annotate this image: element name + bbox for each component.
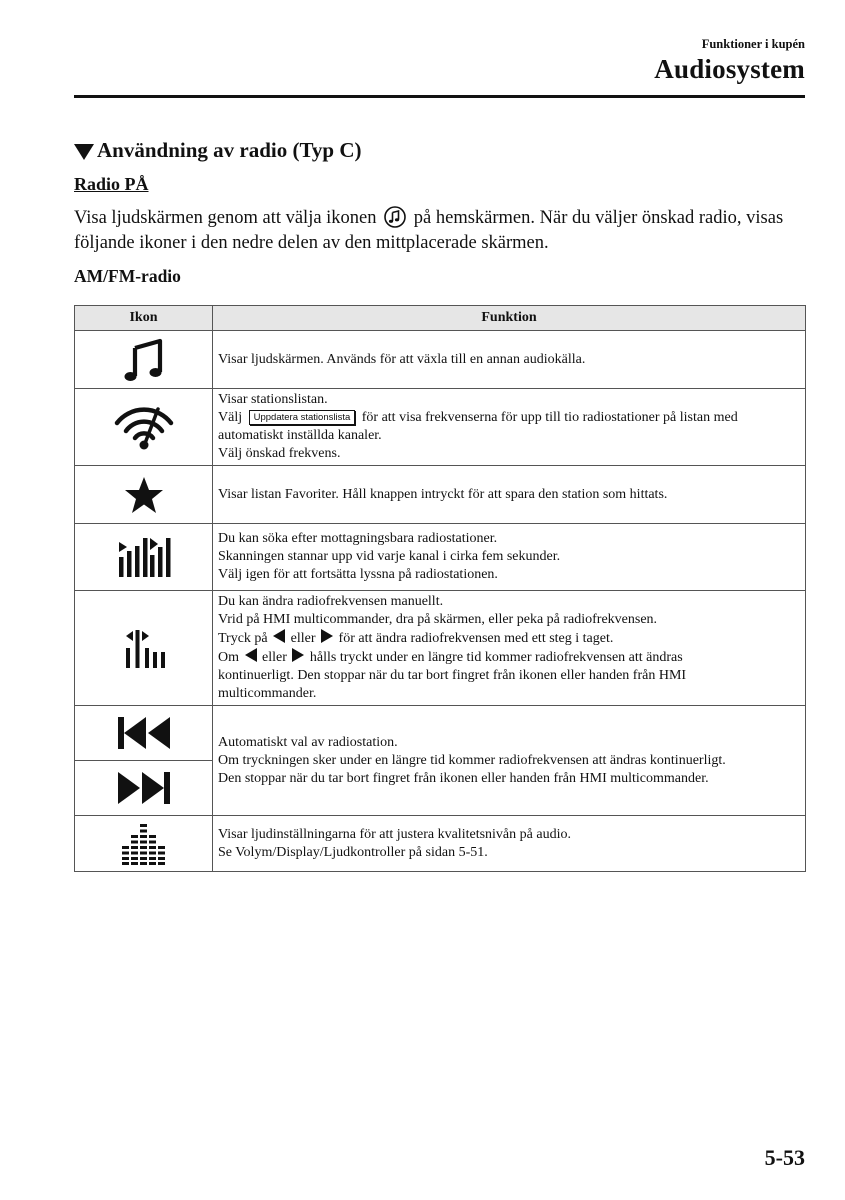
function-text bbox=[218, 629, 801, 648]
equalizer-icon bbox=[120, 823, 168, 865]
seek-back-icon bbox=[116, 715, 172, 751]
function-text bbox=[218, 409, 801, 427]
table-row bbox=[75, 816, 806, 872]
function-text-part: hålls tryckt under en längre tid kommer radiofrekvensen att ändras bbox=[309, 650, 683, 665]
page-number: 5-53 bbox=[764, 1145, 805, 1170]
function-text-part: eller bbox=[262, 650, 287, 665]
icon-cell bbox=[75, 331, 213, 389]
table-row bbox=[75, 389, 806, 466]
arrow-left-icon bbox=[245, 648, 257, 662]
seek-forward-icon bbox=[116, 770, 172, 806]
function-text: Välj önskad frekvens. bbox=[218, 446, 341, 461]
icon-cell bbox=[75, 389, 213, 466]
page-title: Audiosystem bbox=[654, 54, 805, 84]
header-divider bbox=[74, 95, 805, 98]
section-heading bbox=[74, 138, 362, 163]
function-cell bbox=[213, 816, 806, 872]
icon-cell bbox=[75, 466, 213, 524]
icon-cell bbox=[75, 816, 213, 872]
function-text: Skanningen stannar upp vid varje kanal i cirka fem sekunder. bbox=[218, 549, 561, 564]
table-row bbox=[75, 466, 806, 524]
function-text-part: för att ändra radiofrekvensen med ett steg i taget. bbox=[338, 631, 614, 646]
arrow-left-icon bbox=[273, 629, 285, 643]
arrow-right-icon bbox=[292, 648, 304, 662]
arrow-right-icon bbox=[321, 629, 333, 643]
function-text: Välj igen för att fortsätta lyssna på radiostationen. bbox=[218, 567, 498, 582]
function-text: Visar listan Favoriter. Håll knappen intryckt för att spara den station som hittats. bbox=[218, 486, 668, 502]
function-text-part: Tryck på bbox=[218, 631, 268, 646]
intro-text-after: på hemskärmen. När du väljer önskad radio, visas följande ikoner i den nedre delen av den mittplacerade skärmen. bbox=[74, 208, 784, 253]
function-text: Se Volym/Display/Ljudkontroller på sidan 5-51. bbox=[218, 844, 488, 860]
function-text: Visar ljudskärmen. Används för att växla till en annan audiokälla. bbox=[218, 351, 586, 367]
function-text: Den stoppar när du tar bort fingret från ikonen eller handen från HMI multicommander. bbox=[218, 770, 709, 786]
function-text: multicommander. bbox=[218, 686, 317, 701]
function-text: kontinuerligt. Den stoppar när du tar bort fingret från ikonen eller handen från HMI bbox=[218, 668, 687, 683]
function-text: Visar ljudinställningarna för att justera kvalitetsnivån på audio. bbox=[218, 826, 571, 842]
section-marker-icon bbox=[74, 144, 94, 160]
table-row bbox=[75, 706, 806, 761]
function-text: Om tryckningen sker under en längre tid kommer radiofrekvensen att ändras kontinuerligt. bbox=[218, 752, 726, 768]
function-text bbox=[218, 648, 801, 667]
function-text-part: Om bbox=[218, 650, 239, 665]
function-text-part: eller bbox=[290, 631, 316, 646]
update-station-list-button: Uppdatera stationslista bbox=[249, 410, 356, 425]
intro-paragraph bbox=[74, 206, 809, 256]
intro-text-before: Visa ljudskärmen genom att välja ikonen bbox=[74, 208, 377, 228]
function-text: Visar stationslistan. bbox=[218, 392, 328, 407]
function-table bbox=[74, 305, 806, 872]
table-row bbox=[75, 524, 806, 591]
star-icon bbox=[124, 475, 164, 515]
table-row bbox=[75, 331, 806, 389]
table-header-row bbox=[75, 306, 806, 331]
music-note-circle-icon bbox=[384, 206, 406, 228]
table-title: AM/FM-radio bbox=[74, 266, 181, 286]
icon-cell bbox=[75, 591, 213, 706]
function-cell bbox=[213, 706, 806, 816]
icon-cell bbox=[75, 761, 213, 816]
function-text: Automatiskt val av radiostation. bbox=[218, 734, 398, 750]
function-cell bbox=[213, 591, 806, 706]
chapter-label: Funktioner i kupén bbox=[701, 37, 805, 51]
subsection-title: Radio PÅ bbox=[74, 174, 149, 194]
music-note-icon bbox=[122, 336, 166, 384]
scan-icon bbox=[117, 535, 171, 579]
function-cell bbox=[213, 331, 806, 389]
section-title: Användning av radio (Typ C) bbox=[97, 138, 362, 162]
header-funktion: Funktion bbox=[213, 306, 806, 331]
function-cell bbox=[213, 389, 806, 466]
function-text: Du kan söka efter mottagningsbara radiostationer. bbox=[218, 531, 498, 546]
radio-signal-icon bbox=[112, 403, 176, 451]
function-text-part: för att visa frekvenserna för upp till tio radiostationer på listan med bbox=[361, 410, 738, 425]
function-text: automatiskt inställda kanaler. bbox=[218, 428, 382, 443]
header-ikon: Ikon bbox=[75, 306, 213, 331]
function-text: Vrid på HMI multicommander, dra på skärmen, eller peka på radiofrekvensen. bbox=[218, 612, 658, 627]
function-text: Du kan ändra radiofrekvensen manuellt. bbox=[218, 594, 444, 609]
function-cell bbox=[213, 466, 806, 524]
function-cell bbox=[213, 524, 806, 591]
icon-cell bbox=[75, 524, 213, 591]
icon-cell bbox=[75, 706, 213, 761]
table-row bbox=[75, 591, 806, 706]
manual-tune-icon bbox=[122, 628, 166, 668]
function-text-part: Välj bbox=[218, 410, 243, 425]
